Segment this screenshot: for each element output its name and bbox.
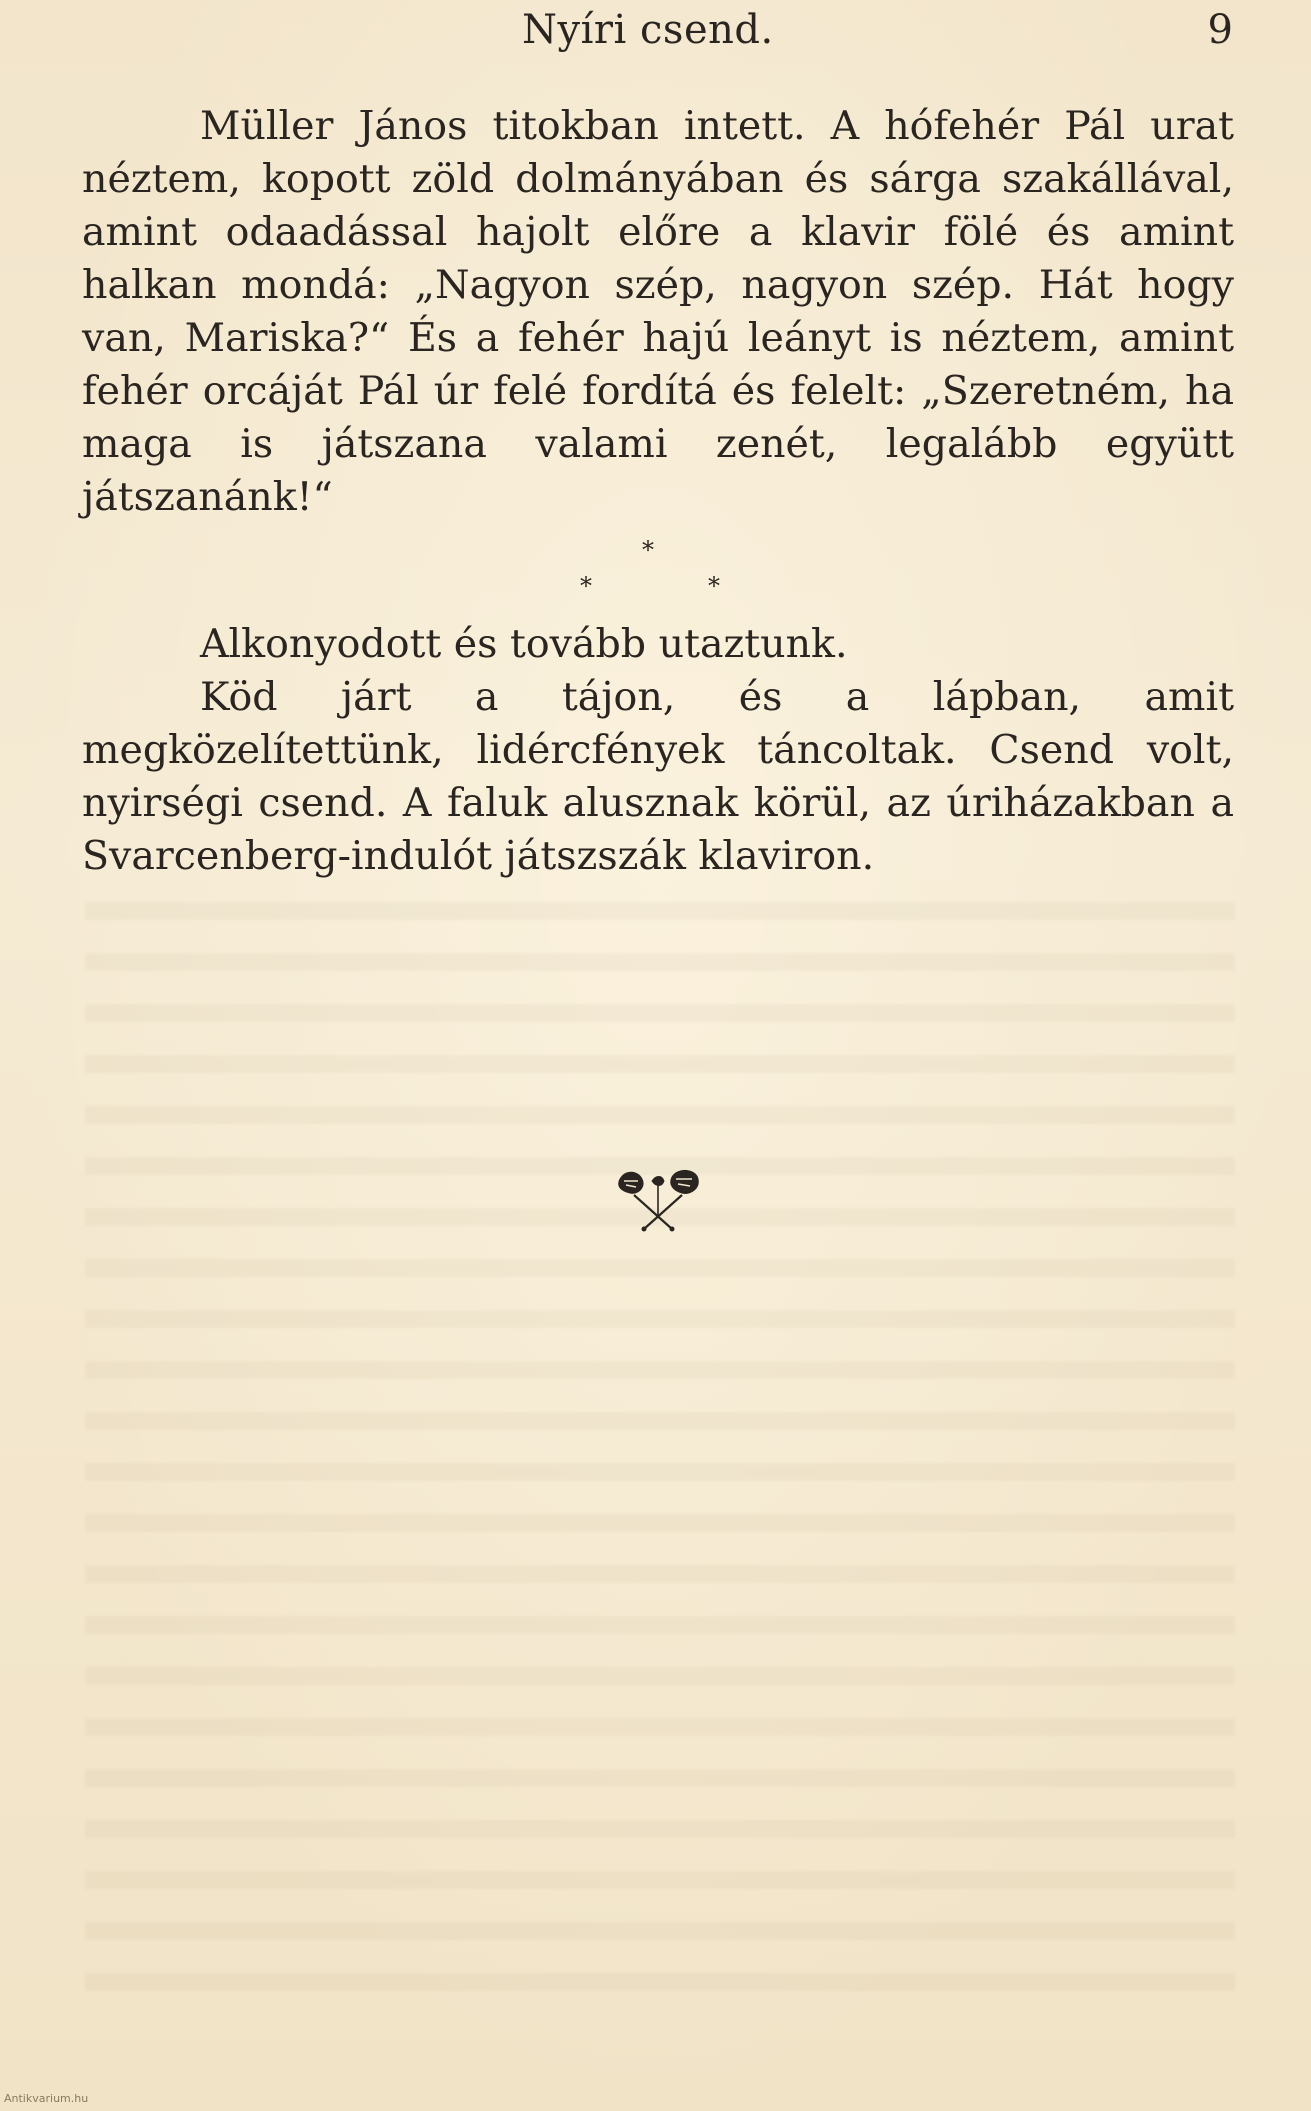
page-number: 9: [1207, 7, 1233, 53]
paragraph-2: Alkonyodott és tovább utaztunk.: [200, 621, 848, 667]
body-text: [82, 100, 1234, 883]
paragraph-3: Köd járt a tájon, és a lápban, amit megközelítettünk, lidércfények táncoltak. Csend volt, nyirségi csend. A faluk alusznak körül, az úriházakban a Svarcenberg-indulót játszszák klaviron.: [82, 674, 1234, 879]
running-title: Nyíri csend.: [522, 7, 774, 53]
show-through-text: [85, 880, 1235, 2000]
paragraph-1: Müller János titokban intett. A hófehér Pál urat néztem, kopott zöld dolmányában és sárga szakállával, amint odaadással hajolt előre a klavir fölé és amint halkan mondá: „Nagyon szép, nagyon szép. Hát hogy van, Mariska?“ És a fehér hajú leányt is néztem, amint fehér orcáját Pál úr felé fordítá és felelt: „Szeretném, ha maga is játszana valami zenét, legalább együtt játszanánk!“: [82, 103, 1234, 520]
asterism-star-right: *: [708, 572, 720, 600]
floral-vignette-icon: [612, 1165, 704, 1235]
asterism-star-top: *: [642, 536, 654, 564]
asterism-star-left: *: [580, 572, 592, 600]
watermark: Antikvarium.hu: [4, 2092, 89, 2105]
section-break-asterism: [82, 526, 1234, 618]
page-header: [0, 2, 1311, 62]
